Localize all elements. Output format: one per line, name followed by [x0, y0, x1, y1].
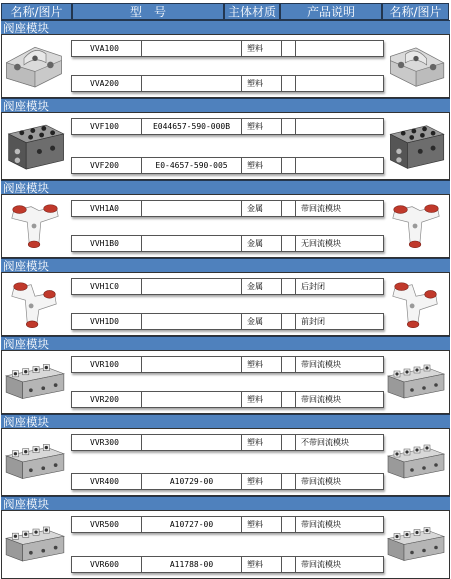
material-cell: 塑料	[241, 119, 281, 134]
part-number-cell: E044657-590-000B	[141, 119, 241, 134]
description-cell	[295, 119, 383, 134]
valve-manifold-icon-right	[384, 431, 448, 493]
valve-manifold-icon-left	[2, 513, 68, 576]
valve-tee-white-icon-left	[2, 197, 68, 255]
section-header: 阀座模块	[1, 180, 450, 195]
model-cell: VVR200	[90, 395, 119, 404]
part-number-cell	[141, 236, 241, 251]
section-header: 阀座模块	[1, 496, 450, 511]
description-cell: 带回流模块	[295, 557, 383, 572]
valve-elbow-white-icon-left	[2, 275, 68, 333]
section-header: 阀座模块	[1, 20, 450, 35]
part-number-cell	[141, 435, 241, 450]
valve-manifold-icon-left	[2, 353, 68, 411]
description-cell: 带回流模块	[295, 392, 383, 407]
model-cell: VVR300	[90, 438, 119, 447]
product-row	[71, 118, 384, 135]
valve-manifold-icon-right	[384, 513, 448, 576]
material-cell: 塑料	[241, 517, 281, 532]
valve-elbow-white-icon-right	[384, 275, 448, 333]
empty-cell	[281, 158, 295, 173]
part-number-cell: A10727-00	[141, 517, 241, 532]
part-number-cell	[141, 201, 241, 216]
empty-cell	[281, 119, 295, 134]
part-number-cell	[141, 392, 241, 407]
material-cell: 塑料	[241, 76, 281, 91]
valve-manifold-icon-right	[384, 353, 448, 411]
product-row	[71, 473, 384, 490]
product-row	[71, 75, 384, 92]
product-row	[71, 40, 384, 57]
material-cell: 塑料	[241, 392, 281, 407]
product-row	[71, 556, 384, 573]
valve-manifold-icon-left	[2, 431, 68, 493]
model-cell: VVF100	[90, 122, 119, 131]
product-row	[71, 356, 384, 373]
section-header: 阀座模块	[1, 98, 450, 113]
material-cell: 塑料	[241, 435, 281, 450]
model-cell: VVH1D0	[90, 317, 119, 326]
product-row	[71, 278, 384, 295]
empty-cell	[281, 236, 295, 251]
part-number-cell: E0-4657-590-005	[141, 158, 241, 173]
material-cell: 金属	[241, 201, 281, 216]
section-header: 阀座模块	[1, 414, 450, 429]
header-name-image-left: 名称/图片	[1, 3, 72, 20]
empty-cell	[281, 76, 295, 91]
model-cell: VVH1C0	[90, 282, 119, 291]
empty-cell	[281, 314, 295, 329]
model-cell: VVA200	[90, 79, 119, 88]
description-cell: 前封闭	[295, 314, 383, 329]
material-cell: 金属	[241, 236, 281, 251]
material-cell: 金属	[241, 279, 281, 294]
header-model: 型 号	[72, 3, 224, 20]
model-cell: VVH1A0	[90, 204, 119, 213]
empty-cell	[281, 517, 295, 532]
product-row	[71, 434, 384, 451]
model-cell: VVR600	[90, 560, 119, 569]
material-cell: 塑料	[241, 474, 281, 489]
description-cell	[295, 158, 383, 173]
material-cell: 塑料	[241, 41, 281, 56]
empty-cell	[281, 474, 295, 489]
product-row	[71, 235, 384, 252]
description-cell: 无回流模块	[295, 236, 383, 251]
material-cell: 塑料	[241, 357, 281, 372]
section-header: 阀座模块	[1, 258, 450, 273]
part-number-cell	[141, 41, 241, 56]
description-cell: 带回流模块	[295, 517, 383, 532]
description-cell	[295, 76, 383, 91]
part-number-cell	[141, 279, 241, 294]
model-cell: VVF200	[90, 161, 119, 170]
model-cell: VVR100	[90, 360, 119, 369]
part-number-cell: A11788-00	[141, 557, 241, 572]
product-row	[71, 516, 384, 533]
material-cell: 塑料	[241, 557, 281, 572]
model-cell: VVR500	[90, 520, 119, 529]
product-row	[71, 200, 384, 217]
description-cell: 带回流模块	[295, 474, 383, 489]
part-number-cell: A10729-00	[141, 474, 241, 489]
model-cell: VVA100	[90, 44, 119, 53]
header-name-image-right: 名称/图片	[382, 3, 449, 20]
empty-cell	[281, 557, 295, 572]
valve-tee-white-icon-right	[384, 197, 448, 255]
header-description: 产品说明	[280, 3, 382, 20]
empty-cell	[281, 201, 295, 216]
part-number-cell	[141, 314, 241, 329]
description-cell: 带回流模块	[295, 201, 383, 216]
model-cell: VVH1B0	[90, 239, 119, 248]
empty-cell	[281, 392, 295, 407]
description-cell: 不带回流模块	[295, 435, 383, 450]
product-row	[71, 391, 384, 408]
product-row	[71, 157, 384, 174]
valve-block-grey-icon-right	[384, 37, 448, 95]
part-number-cell	[141, 357, 241, 372]
empty-cell	[281, 357, 295, 372]
valve-block-grey-icon-left	[2, 37, 68, 95]
model-cell: VVR400	[90, 477, 119, 486]
empty-cell	[281, 435, 295, 450]
empty-cell	[281, 279, 295, 294]
product-row	[71, 313, 384, 330]
material-cell: 塑料	[241, 158, 281, 173]
description-cell: 后封闭	[295, 279, 383, 294]
description-cell	[295, 41, 383, 56]
header-material: 主体材质	[224, 3, 280, 20]
part-number-cell	[141, 76, 241, 91]
valve-block-dark-icon-right	[384, 115, 448, 177]
empty-cell	[281, 41, 295, 56]
valve-block-dark-icon-left	[2, 115, 68, 177]
section-header: 阀座模块	[1, 336, 450, 351]
description-cell: 带回流模块	[295, 357, 383, 372]
material-cell: 金属	[241, 314, 281, 329]
